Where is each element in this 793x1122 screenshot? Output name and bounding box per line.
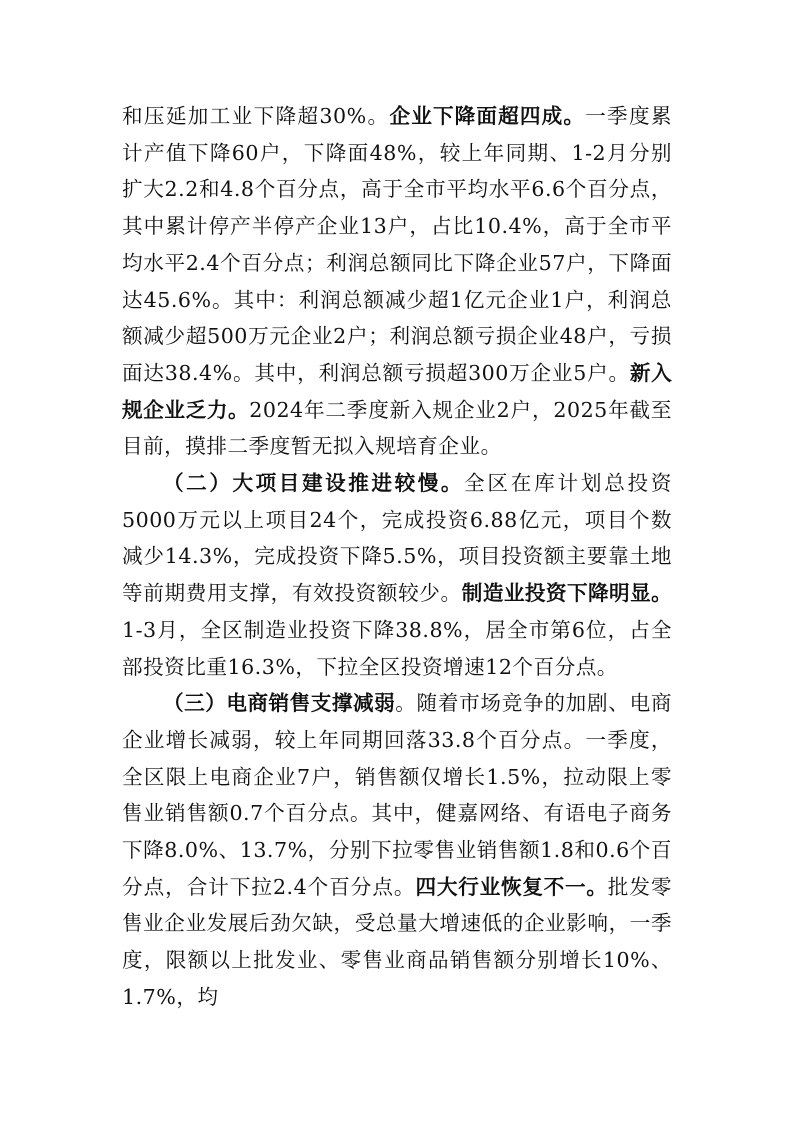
paragraph-1	[122, 98, 672, 465]
paragraph-3	[122, 685, 672, 1015]
bold-heading: 企业下降面超四成。	[389, 104, 586, 128]
section-heading: （三）电商销售支撑减弱	[163, 691, 396, 716]
paragraph-2	[122, 465, 672, 685]
text-run: 。随着市场竞争的加剧、电商企业增长减弱，较上年同期回落33.8个百分点。一季度，全区限上电商企业7户，销售额仅增长1.5%，拉动限上零售业销售额0.7个百分点。其中，健嘉网络、有语电子商务下降8.0%、13.7%，分别下拉零售业销售额1.8和0.6个百分点，合计下拉2.4个百分点。	[122, 691, 672, 899]
text-run: 一季度累计产值下降60户，下降面48%，较上年同期、1-2月分别扩大2.2和4.8个百分点，高于全市平均水平6.6个百分点，其中累计停产半停产企业13户，占比10.4%，高于全市平均水平2.4个百分点；利润总额同比下降企业57户，下降面达45.6%。其中：利润总额减少超1亿元企业1户，利润总额减少超500万元企业2户；利润总额亏损企业48户，亏损面达38.4%。其中，利润总额亏损超300万企业5户。	[122, 104, 672, 385]
text-run: 和压延加工业下降超30%。	[122, 104, 390, 128]
section-heading: （二）大项目建设推进较慢。	[163, 471, 465, 496]
text-run: 1-3月，全区制造业投资下降38.8%，居全市第6位，占全部投资比重16.3%，下拉全区投资增速12个百分点。	[122, 617, 672, 679]
text-run: 全区在库计划总投资5000万元以上项目24个，完成投资6.88亿元，项目个数减少14.3%，完成投资下降5.5%，项目投资额主要靠土地等前期费用支撑，有效投资额较少。	[122, 471, 672, 606]
bold-heading: 新入规企业乏力。	[122, 360, 672, 422]
bold-heading: 四大行业恢复不一。	[415, 874, 608, 899]
document-page	[122, 98, 672, 1016]
text-run: 2024年二季度新入规企业2户，2025年截至目前，摸排二季度暂无拟入规培育企业。	[122, 397, 672, 459]
text-run: 批发零售业企业发展后劲欠缺，受总量大增速低的企业影响，一季度，限额以上批发业、零售业商品销售额分别增长10%、1.7%，均	[122, 874, 673, 1009]
bold-heading: 制造业投资下降明显。	[461, 581, 673, 606]
